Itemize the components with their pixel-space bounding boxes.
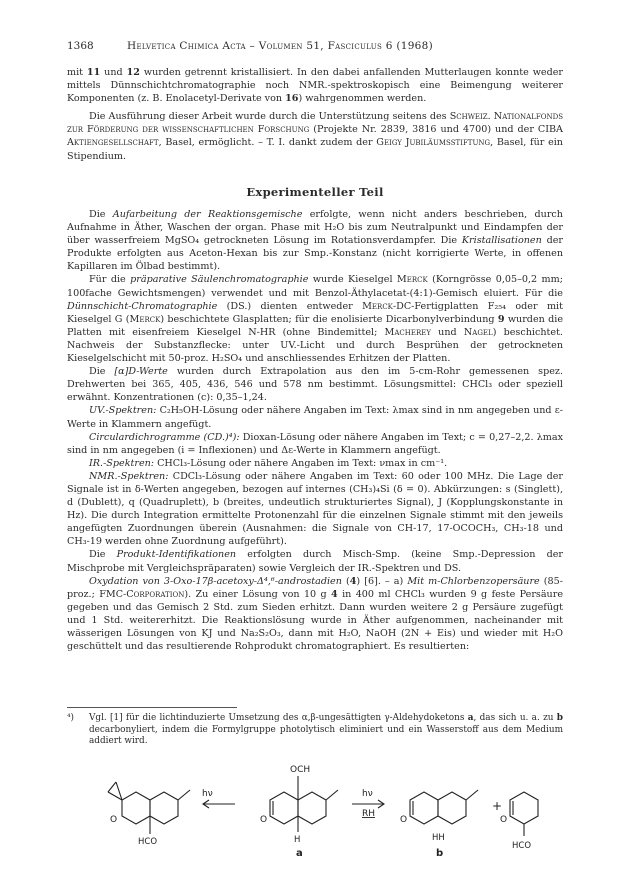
section-title: Experimenteller Teil — [246, 185, 384, 199]
o-label-3: O — [400, 815, 408, 825]
arrow2-sub: RH — [362, 809, 376, 819]
journal-title: Helvetica Chimica Acta – Volumen 51, Fasciculus 6 (1968) — [127, 40, 434, 52]
page-number: 1368 — [67, 40, 94, 52]
structure-a — [270, 776, 338, 832]
arrow2-label: hν — [362, 789, 373, 799]
h-a-label: H — [294, 835, 301, 845]
exp-paragraph-chromatography: Für die präparative Säulenchromatographie wurde Kieselgel Merck (Korngrösse 0,05–0,2 mm; 100fache Gewichtsmengen) verwendet und mit Benzol-Äthylacetat-(4:1)-Gemisch eluiert. Für die Dünnschicht-Chromatographie (DS.) dienten entweder Merck-DC-Fertigplatten F₂₅₄ oder mit Kieselgel G (Merck) beschichtete Glasplatten; für die enolisierte Dicarbonylverbindung 9 wurden die Platten mit eisenfreiem Kieselgel N-HR (ohne Bindemittel; Macherey und Nagel) beschichtet. Nachweis der Substanzflecke: unter UV.-Licht und durch Besprühen der getrockneten Kieselgelschicht mit 50-proz. H₂SO₄ und anschliessendes Erhitzen der Platten. — [67, 274, 564, 365]
label-b: b — [436, 848, 444, 859]
footnote-rule — [67, 707, 237, 708]
plus-sign: + — [492, 799, 503, 813]
reaction-scheme — [100, 744, 540, 860]
acknowledgement-paragraph: Die Ausführung dieser Arbeit wurde durch die Unterstützung seitens des Schweiz. Nationalfonds zur Förderung der wissenschaftlichen Forschung (Projekte Nr. 2839, 3816 und 4700) und der CIBA Aktiengesellschaft, Basel, ermöglicht. – T. I. dankt zudem der Geigy Jubiläumsstiftung, Basel, für ein Stipendium. — [67, 111, 563, 162]
exp-paragraph-rotation: Die [α]D-Werte wurden durch Extrapolation aus den im 5-cm-Rohr gemessenen spez. Drehwerten bei 365, 405, 436, 546 und 578 nm bestimmt. Lösungsmittel: CHCl₃ oder speziell erwähnt. Konzentrationen (c): 0,35–1,24. — [67, 366, 563, 404]
running-header — [67, 40, 562, 54]
exp-paragraph-cd: Circulardichrogramme (CD.)⁴): Dioxan-Lösung oder nähere Angaben im Text; c = 0,27–2,2. λmax sind in nm angegeben (i = Inflexionen) und Δε-Werte in Klammern angefügt. — [67, 431, 563, 456]
o-label-2: O — [260, 815, 268, 825]
footnote-text: Vgl. [1] für die lichtinduzierte Umsetzung des α,β-ungesättigten γ-Aldehydoketons a, das sich u. a. zu b decarbonyliert, indem die Formylgruppe photolytisch eliminiert und ein Wasserstoff aus dem Medium addiert wird. — [89, 713, 563, 747]
structure-b — [410, 790, 478, 824]
label-a: a — [296, 848, 303, 859]
intro-paragraph-1: mit 11 und 12 wurden getrennt kristallisiert. In den dabei anfallenden Mutterlaugen konnte weder mittels Dünnschichtchromatographie noch NMR.-spektroskopisch eine Beimengung weiterer Komponenten (z. B. Enolacetyl-Derivate von 16) wahrgenommen werden. — [67, 67, 563, 105]
och-label: OCH — [290, 765, 311, 775]
footnote — [67, 713, 563, 748]
exp-paragraph-uv: UV.-Spektren: C₂H₅OH-Lösung oder nähere Angaben im Text: λmax sind in nm angegeben und ε-Werte in Klammern angefügt. — [67, 405, 563, 430]
exp-paragraph-oxidation: Oxydation von 3-Oxo-17β-acetoxy-Δ⁴,⁶-androstadien (4) [6]. – a) Mit m-Chlorbenzopersäure (85-proz.; FMC-Corporation). Zu einer Lösung von 10 g 4 in 400 ml CHCl₃ wurden 9 g feste Persäure gegeben und das Gemisch 2 Std. zum Sieden erhitzt. Dann wurden weitere 2 g Persäure zugefügt und 1 Std. weitererhitzt. Die Reaktionslösung wurde in Äther aufgenommen, nacheinander mit wässerigen Lösungen von KJ und Na₂S₂O₃, dann mit H₂O, NaOH (2N + Eis) und wieder mit H₂O geschüttelt und das resultierende Rohprodukt chromatographiert. Es resultierten: — [67, 575, 563, 653]
exp-paragraph-identification: Die Produkt-Identifikationen erfolgten durch Misch-Smp. (keine Smp.-Depression der Mischprobe mit Vergleichspräparaten) sowie Vergleich der IR.-Spektren und DS. — [67, 549, 563, 574]
exp-paragraph-ir: IR.-Spektren: CHCl₃-Lösung oder nähere Angaben im Text: νmax in cm⁻¹. — [89, 457, 448, 469]
experimental-block — [67, 208, 563, 653]
hco-left-label: HCO — [138, 837, 158, 847]
exp-paragraph-nmr: NMR.-Spektren: CDCl₃-Lösung oder nähere Angaben im Text: 60 oder 100 MHz. Die Lage der Signale ist in δ-Werten angegeben, bezogen auf internes (CH₃)₄Si (δ = 0). Abkürzungen: s (Singlett), d (Dublett), q (Quadruplett), b (breites, undeutlich strukturiertes Signal), J (Kopplungskonstante in Hz). Die durch Integration ermittelte Protonenzahl für die einzelnen Signale stimmt mit den jeweils angefügten Zuordnungen überein (Ausnahmen: die Signale von CH-17, 17-OCOCH₃, CH₃-18 und CH₃-19 werden ohne Zuordnung aufgeführt). — [67, 470, 563, 548]
hh-b-label: HH — [432, 833, 445, 843]
structure-left — [108, 782, 190, 834]
o-label-1: O — [110, 815, 118, 825]
arrow1-label: hν — [202, 789, 213, 799]
footnote-marker: ⁴) — [67, 713, 75, 723]
hco-right-label: HCO — [512, 841, 532, 851]
exp-paragraph-workup: Die Aufarbeitung der Reaktionsgemische erfolgte, wenn nicht anders beschrieben, durch Aufnahme in Äther, Waschen der organ. Phase mit H₂O bis zum Neutralpunkt und Eindampfen der über wasserfreiem MgSO₄ getrockneten Lösung im Rotationsverdampfer. Die Kristallisationen der Produkte erfolgten aus Aceton-Hexan bis zur Smp.-Konstanz (nicht korrigierte Werte, in offenen Kapillaren im Ölbad bestimmt). — [67, 209, 563, 273]
intro-block — [67, 66, 563, 163]
o-label-4: O — [500, 815, 508, 825]
structure-byproduct — [510, 792, 538, 836]
